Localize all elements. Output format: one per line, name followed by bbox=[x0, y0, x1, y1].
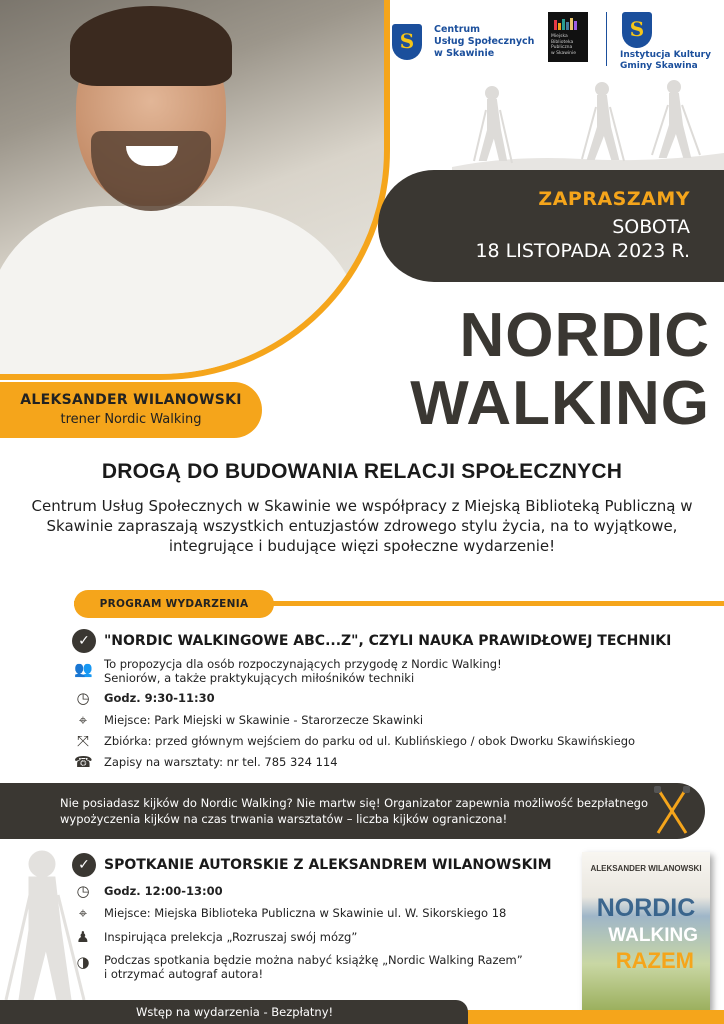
section1-place: Miejsce: Park Miejski w Skawinie - Starorzecze Skawinki bbox=[104, 713, 424, 727]
library-line3: Publiczna bbox=[551, 45, 573, 50]
section1-title: "NORDIC WALKINGOWE ABC...Z", CZYLI NAUKA PRAWIDŁOWEJ TECHNIKI bbox=[104, 633, 672, 649]
audience-line2: Seniorów, a także praktykujących miłośników techniki bbox=[104, 671, 415, 685]
poles-notice bbox=[0, 783, 705, 839]
section2-place: Miejsce: Miejska Biblioteka Publiczna w Skawinie ul. W. Sikorskiego 18 bbox=[104, 906, 507, 920]
notice-text: Nie posiadasz kijków do Nordic Walking? Nie martw się! Organizator zapewnia możliwość bezpłatnego wypożyczenia kijków na czas trwania warsztatów – liczba kijków ograniczona! bbox=[60, 796, 648, 826]
photo-beard bbox=[91, 131, 211, 211]
clock-icon: ◷ bbox=[76, 689, 90, 707]
culture-line1: Instytucja Kultury bbox=[620, 50, 711, 60]
invite-label: ZAPRASZAMY bbox=[538, 188, 690, 210]
library-line4: w Skawinie bbox=[551, 50, 577, 56]
location-pin-icon: ⌖ bbox=[78, 904, 88, 922]
logo-divider bbox=[606, 12, 607, 66]
trainer-name: ALEKSANDER WILANOWSKI bbox=[20, 392, 242, 408]
section1-audience bbox=[104, 657, 502, 685]
book-title-2: WALKING bbox=[608, 925, 698, 946]
footer-bar bbox=[0, 1000, 468, 1024]
footer-accent bbox=[460, 1010, 724, 1024]
section2-lecture: Inspirująca prelekcja „Rozruszaj swój mózg” bbox=[104, 930, 358, 944]
book-title-1: NORDIC bbox=[596, 894, 696, 922]
culture-logo-text bbox=[620, 50, 711, 72]
nordic-poles-icon bbox=[652, 785, 692, 837]
footer-text: Wstęp na wydarzenia - Bezpłatny! bbox=[136, 1005, 334, 1019]
event-day: SOBOTA bbox=[612, 216, 690, 238]
photo-hair bbox=[70, 6, 232, 86]
photo-shirt bbox=[0, 206, 366, 380]
intro-paragraph: Centrum Usług Społecznych w Skawinie we współpracy z Miejską Biblioteką Publiczną w Skawinie zapraszają wszystkich entuzjastów zdrowego stylu życia, na to wyjątkowe, integrujące i budujące więzi społeczne wydarzenie! bbox=[31, 497, 693, 555]
audience-line1: To propozycja dla osób rozpoczynających przygodę z Nordic Walking! bbox=[104, 657, 502, 671]
program-label: PROGRAM WYDARZENIA bbox=[74, 590, 274, 618]
book-title-3: RAZEM bbox=[615, 948, 694, 973]
event-date: 18 LISTOPADA 2023 R. bbox=[475, 240, 690, 262]
library-bars-icon bbox=[554, 18, 582, 30]
library-line1: Miejska bbox=[551, 34, 568, 39]
section2-time: Godz. 12:00-13:00 bbox=[104, 884, 223, 898]
book-cover bbox=[582, 852, 710, 1012]
check-icon: ✓ bbox=[72, 853, 96, 877]
subheading: DROGĄ DO BUDOWANIA RELACJI SPOŁECZNYCH bbox=[101, 460, 623, 483]
section2-title: SPOTKANIE AUTORSKIE Z ALEKSANDREM WILANOWSKIM bbox=[104, 857, 552, 873]
cus-line3: w Skawinie bbox=[434, 48, 495, 59]
location-pin-icon: ⌖ bbox=[78, 711, 88, 729]
cus-crest-icon: S bbox=[392, 24, 422, 60]
book-line1: Podczas spotkania będzie można nabyć książkę „Nordic Walking Razem” bbox=[104, 953, 523, 967]
arrows-in-icon: ⤧ bbox=[76, 732, 89, 750]
title-line1: NORDIC bbox=[459, 301, 710, 370]
trainer-name-tag bbox=[0, 382, 262, 438]
title-line2: WALKING bbox=[410, 369, 710, 438]
cus-line1: Centrum bbox=[434, 24, 481, 35]
check-icon: ✓ bbox=[72, 629, 96, 653]
cus-logo-text bbox=[434, 24, 534, 60]
section2-book bbox=[104, 953, 523, 981]
trainer-photo bbox=[0, 0, 390, 380]
section1-time: Godz. 9:30-11:30 bbox=[104, 691, 215, 705]
culture-line2: Gminy Skawina bbox=[620, 61, 698, 71]
lectern-icon: ♟ bbox=[76, 928, 90, 946]
partner-logos bbox=[392, 12, 712, 72]
clock-icon: ◷ bbox=[76, 882, 90, 900]
book-line2: i otrzymać autograf autora! bbox=[104, 967, 264, 981]
main-title bbox=[360, 302, 710, 438]
section1-signup: Zapisy na warsztaty: nr tel. 785 324 114 bbox=[104, 755, 338, 769]
date-banner bbox=[378, 170, 724, 282]
culture-crest-icon: S bbox=[622, 12, 652, 48]
library-line2: Biblioteka bbox=[551, 39, 574, 45]
people-icon: 👥 bbox=[74, 660, 93, 678]
section1-meeting: Zbiórka: przed głównym wejściem do parku od ul. Kublińskiego / obok Dworku Skawińskiego bbox=[104, 734, 636, 748]
trainer-role: trener Nordic Walking bbox=[60, 412, 202, 427]
library-logo bbox=[548, 12, 588, 62]
phone-icon: ☎ bbox=[74, 753, 93, 771]
book-author: ALEKSANDER WILANOWSKI bbox=[590, 864, 702, 873]
cus-line2: Usług Społecznych bbox=[434, 36, 535, 47]
walkers-silhouette-icon bbox=[452, 75, 724, 170]
book-icon: ◑ bbox=[76, 953, 90, 971]
